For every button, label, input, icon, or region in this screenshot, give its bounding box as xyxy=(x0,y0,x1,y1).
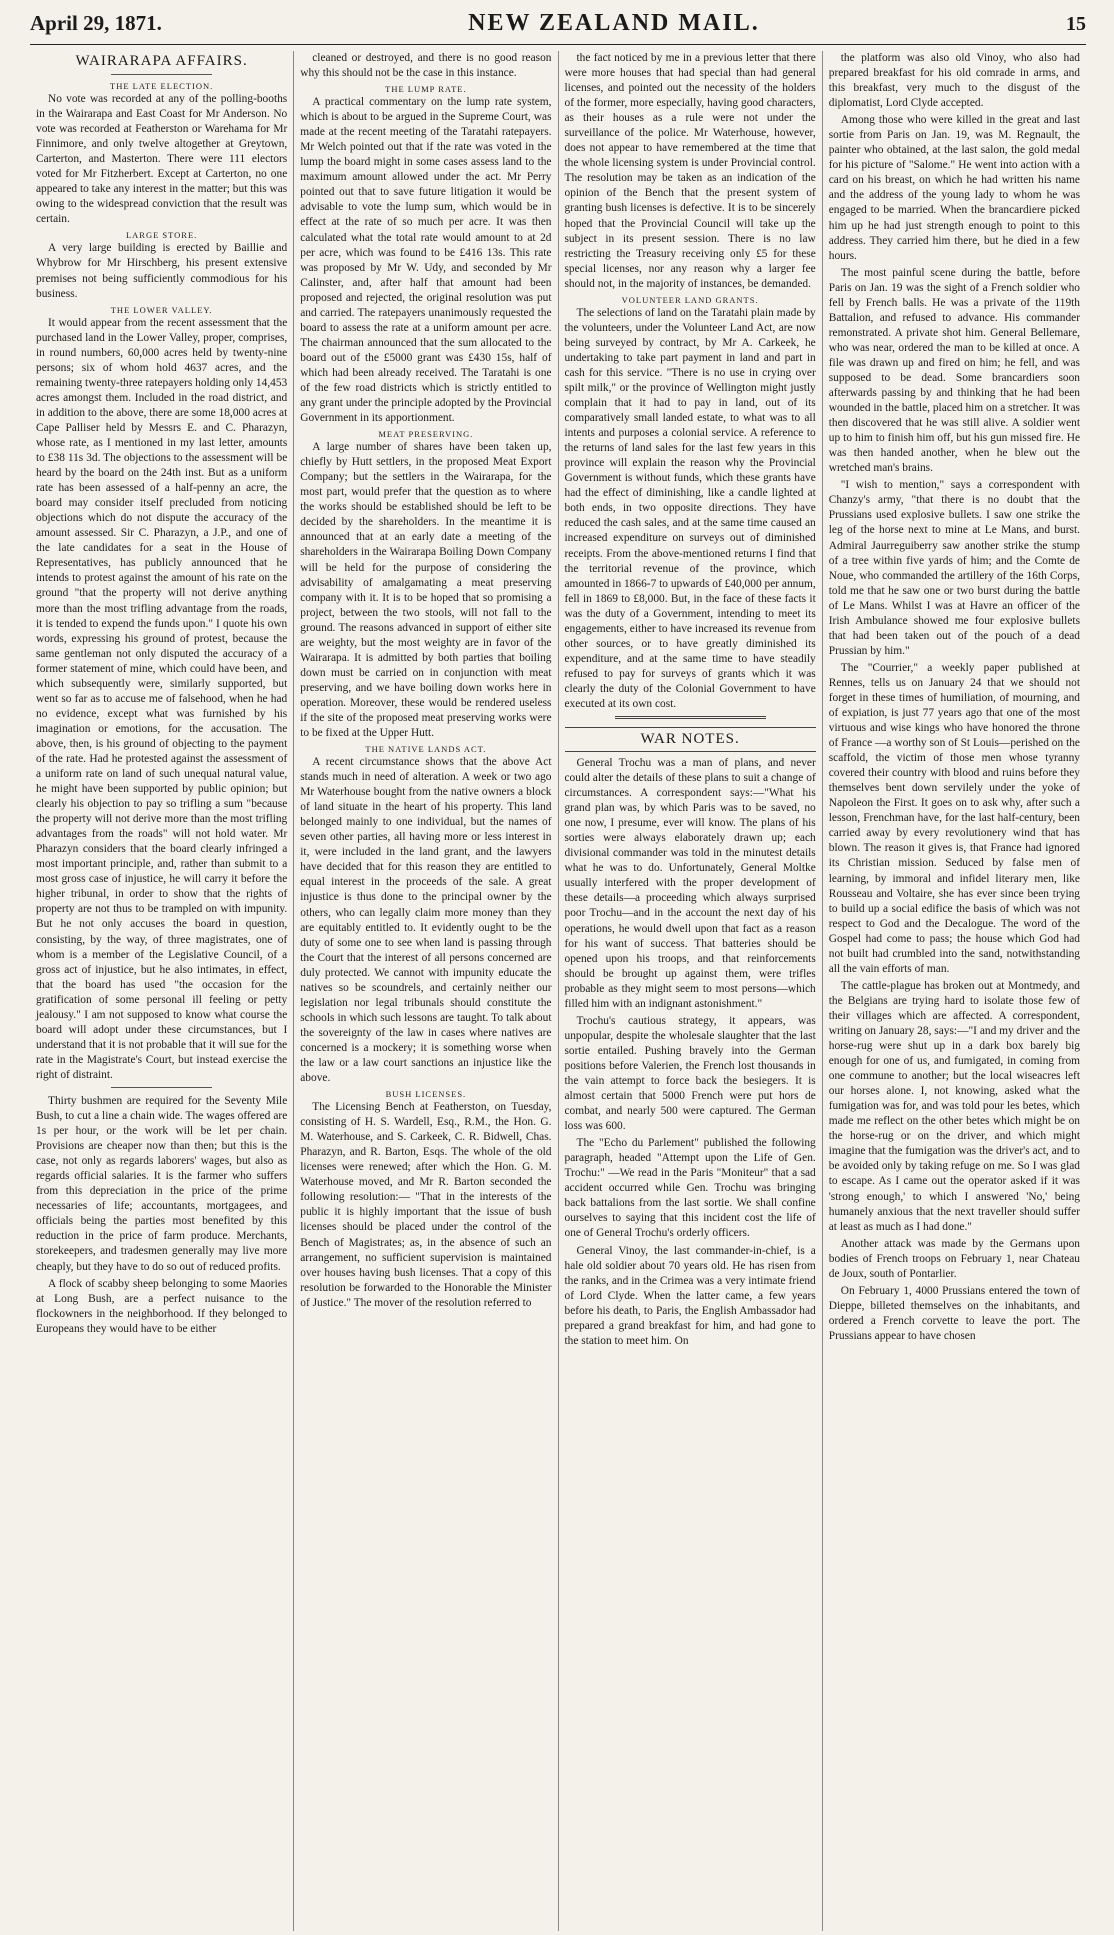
subheading: THE NATIVE LANDS ACT. xyxy=(365,744,487,755)
subheading: MEAT PRESERVING. xyxy=(378,429,474,440)
article-paragraph: cleaned or destroyed, and there is no good reason why this should not be the case in this instance. xyxy=(300,52,552,80)
masthead xyxy=(30,10,1086,45)
article-paragraph: A large number of shares have been taken up, chiefly by Hutt settlers, in the proposed Meat Export Company; but the settlers in the Wairarapa, for the most part, would prefer that the question as to where the works should be established should be left to be decided by the shareholders. In the meantime it is announced that at an early date a meeting of the shareholders in the Wairarapa Boiling Down Company will be held for the purpose of considering the advisability of amalgamating a meat preserving company with it. It is to be hoped that so promising a project, between the two stools, will not fall to the ground. The reasons advanced in support of either site are weighty, but the most weighty are in favor of the Wairarapa. It is admitted by both parties that boiling down must be carried on in conjunction with meat preserving, and we have boiling down works here in operation. Moreover, these would be rendered useless if the site of the proposed meat preserving works were to be fixed at the Upper Hutt. xyxy=(300,441,552,740)
article-paragraph: Another attack was made by the Germans upon bodies of French troops on February 1, near Chateau de Joux, south of Pontarlier. xyxy=(828,1237,1080,1280)
divider xyxy=(111,1087,212,1088)
article-paragraph: the fact noticed by me in a previous letter that there were more houses that had special than had general licenses, and pointed out the necessity of the holders of the former, more especially, having good characters, as their houses as a rule were not under the surveillance of the police. Mr Waterhouse, however, does not appear to have remembered at the time that the whole licensing system is under Provincial control. The resolution may be taken as an indication of the opinion of the Bench that the present system of granting bush licenses is defective. It is to be sincerely hoped that the Provincial Council will take up the subject in its present session. There is no law restricting the Treasury receiving only £5 for these special licenses, nor any reason why a larger fee should not, in the majority of instances, be demanded. xyxy=(564,52,816,290)
article-paragraph: The most painful scene during the battle, before Paris on Jan. 19 was the sight of a French soldier who fell by French balls. He was a private of the 119th Battalion, and refused to advance. His commander remonstrated. A private shot him. General Bellemare, who was near, ordered the man to be killed at once. A file was drawn up and fired on him; he fell, and was supposed to be dead. Some brancardiers soon afterwards passing by and thinking that he had been wounded in the battle, placed him on a stretcher. It was then discovered that he was still alive. A soldier went up to him to finish him off, but his gun missed fire. He was then handed another, when he blew out the wretched man's brains. xyxy=(828,266,1080,475)
paper-title: NEW ZEALAND MAIL. xyxy=(468,10,760,36)
article-paragraph: General Trochu was a man of plans, and never could alter the details of these plans to suit a change of circumstances. A correspondent says:—"What his grand plan was, by which Paris was to be saved, no one now, I presume, ever will know. The plans of his sorties were always elaborately drawn up; each divisional commander was told in the minutest details what he was to do. Unfortunately, General Moltke usually interfered with the proper development of these details—a proceeding which always surprised poor Trochu—and in the account the next day of his operations, he would dwell upon that fact as a reason for his want of success. That batteries should be opened upon his troops, and that reinforcements should be brought up against them, were trifles probable as they might seem to most persons—which filled him with an indignant astonishment." xyxy=(564,757,816,1010)
subheading: BUSH LICENSES. xyxy=(385,1089,467,1100)
page-number: 15 xyxy=(1066,13,1086,35)
subheading: VOLUNTEER LAND GRANTS. xyxy=(621,294,759,305)
columns xyxy=(30,51,1086,1931)
article-paragraph: The "Courrier," a weekly paper published at Rennes, tells us on January 24 that we should not forget in these times of humiliation, of mourning, and of expiation, is just 77 years ago that one of the most virtuous and wise kings who have honored the throne of France —a worthy son of St Louis—perished on the scaffold, the victim of those men whose tyranny covered their country with blood and ruins before they themselves bent down servilely under the yoke of Napoleon the First. It goes on to ask why, after such a lesson, Frenchman have, for the last half-century, been carried away by every revolutionery wind that has blown. The reason it gives is, that France had ignored its Christian mission. Seduced by false men of learning, by immoral and infidel literary men, like Rousseau and Voltaire, she has ever since been trying to build up a social edifice the basis of which was not respect to God and the Decalogue. The word of the Gospel had come to pass; the house which God had not built had crumbled into the sand, notwithstanding all the vain efforts of man. xyxy=(828,661,1080,975)
section-title-war-notes: WAR NOTES. xyxy=(565,727,816,752)
article-paragraph: Thirty bushmen are required for the Seventy Mile Bush, to cut a line a chain wide. The wages offered are 1s per hour, or the work will be let per chain. Provisions are cheaper now than then; but this is the case, not only as regards laborers' wages, but also as regards official salaries. It is the farmer who suffers from this depreciation in the price of the prime necessaries of life; accountants, mortgagees, and officials being the parties most benefited by this reduction in the price of farm produce. Merchants, storekeepers, and tradesmen generally may live more cheaply, but they have to do so out of reduced profits. xyxy=(36,1095,288,1273)
article-paragraph: The Licensing Bench at Featherston, on Tuesday, consisting of H. S. Wardell, Esq., R.M., the Hon. G. M. Waterhouse, and S. Carkeek, C. R. Bidwell, Chas. Pharazyn, and R. Barton, Esqs. The whole of the old licenses were renewed; after which the Hon. G. M. Waterhouse moved, and Mr R. Barton seconded the following resolution:— "That in the interests of the public it is highly important that the issue of bush licenses should be placed under the control of the Bench of Magistrates; as, in the absence of such an arrangement, no sufficient supervision is maintained over houses having bush licenses. That a copy of this resolution be forwarded to the Honorable the Minister of Justice." The mover of the resolution referred to xyxy=(300,1101,552,1309)
column-2 xyxy=(294,51,558,1931)
article-paragraph: It would appear from the recent assessment that the purchased land in the Lower Valley, proper, comprises, in round numbers, 60,000 acres held by twenty-nine persons; six of whom hold 4637 acres, and the remaining twenty-three ratepayers holding only 14,453 acres amongst them. Included in the road district, and in addition to the above, there are some 18,000 acres at Cape Palliser held by Messrs E. and C. Pharazyn, whose rate, as I mentioned in my last letter, amounts to £38 11s 3d. The objections to the assessment will be heard by the board on the 24th inst. But as a uniform rate has been assessed of a half-penny an acre, the board may consider itself precluded from noticing objections which do not dispute the accuracy of the amount assessed. Sir C. Pharazyn, a J.P., and one of the late candidates for a seat in the House of Representatives, has publicly announced that he intends to protest against the amount of his rate on the ground "that the property will not derive anything more than the most trifling advantage from the roads, it is tended to expend the funds upon." I quote his own words, expressing his ground of protest, because the same gentleman not only disputed the accuracy of a former statement of mine, which could have been, and which subsequently were, similarly supported, but went so far as to accuse me of falsehood, when he had no evidence, except what was furnished by his imagination or emotions, for the accusation. The above, then, is his ground of objecting to the payment of the rate. Had he protested against the assessment of a uniform rate on land of such unequal natural value, he might have been supported by public opinion; but clearly his objection to pay so trifling a sum "because the property will not derive more than the most trifling advantages from the roads" will not hold water. Mr Pharazyn considers that the board clearly infringed a most important principle, and, rather than submit to a most gross case of injustice, he will carry it before the higher tribunal, in order to show that the rights of property are not thus to be trampled on with impunity. But he not only accuses the board in question, consisting, by the way, of three magistrates, one of whom is a member of the Legislative Council, of a gross act of injustice, but he also intimates, in effect, that the board has used "the occasion for the gratification of some personal ill feeling or petty jealousy." I am not supposed to know what course the board will adopt under these circumstances, but I understand that it is not probable that it will sue for the rate in the Magistrate's Court, but instead exercise the right of distraint. xyxy=(36,316,288,1081)
issue-date: April 29, 1871. xyxy=(30,11,162,35)
subheading: LARGE STORE. xyxy=(125,230,198,241)
article-paragraph: A flock of scabby sheep belonging to some Maories at Long Bush, are a perfect nuisance to the flockowners in the neighborhood. If they belonged to Europeans they would have to be either xyxy=(36,1277,288,1335)
article-paragraph: A recent circumstance shows that the above Act stands much in need of alteration. A week or two ago Mr Waterhouse bought from the native owners a block of land situate in the heart of his property. This land belonged mainly to one individual, but the names of seven other parties, all having more or less interest in it, were included in the land grant, and the lawyers have decided that for this reason they are entitled to equal interest in the proceeds of the sale. A great injustice is thus done to the principal owner by the others, who can legally claim more money than they are equitably entitled to. It evidently ought to be the duty of some one to see when land is passing through the Court that the interest of all persons concerned are duly protected. We cannot with impunity educate the natives so be scoundrels, and certainly neither our legislation nor legal tribunals should constitute the schools in which such lessons are taught. To talk about the sovereignty of the law in cases where natives are concerned is a mockery; it is something worse when the law or a law court sanctions an injustice like the above. xyxy=(300,756,552,1085)
section-title-wairarapa: WAIRARAPA AFFAIRS. xyxy=(75,53,248,69)
article-paragraph: The "Echo du Parlement" published the following paragraph, headed "Attempt upon the Life of Gen. Trochu:" —We read in the Paris "Moniteur" that a sad accident occurred while Gen. Trochu was bringing back battalions from the last sortie. We shall confine ourselves to saying that this incident cost the life of one of General Trochu's orderly officers. xyxy=(564,1137,816,1240)
article-paragraph: "I wish to mention," says a correspondent with Chanzy's army, "that there is no doubt that the Prussians used explosive bullets. I saw one strike the leg of the horse next to mine at Le Mans, and burst. Admiral Jaurreguiberry saw another strike the stump of a tree within five yards of him; and the Comte de Noue, who commanded the artillery of the 16th Corps, told me that he saw one or two burst during the battle of Le Mans. Whilst I was at Havre an officer of the Irish Ambulance showed me four explosive bullets that had been taken out of the pouch of a dead Prussian by him." xyxy=(828,479,1080,657)
article-paragraph: On February 1, 4000 Prussians entered the town of Dieppe, billeted themselves on the inhabitants, and ordered a French corvette to leave the port. The Prussians appear to have chosen xyxy=(828,1284,1080,1342)
article-paragraph: A practical commentary on the lump rate system, which is about to be argued in the Supreme Court, was made at the recent meeting of the Taratahi ratepayers. Mr Welch pointed out that if the rate was voted in the lump the board might in some cases assess land to the maximum amount allowed under the act. Mr Perry pointed out that to save future litigation it would be advisable to vote the lump sum, which would be in effect at the rate of so much per acre. It was then calculated what the total rate would amount to at 2d per acre, which was found to be £416 13s. This rate was proposed by Mr W. Udy, and seconded by Mr Calinster, and, after half that amount had been proposed and rejected, the original resolution was put and carried. The ratepayers unanimously requested the board to assess the rate at a uniform amount per acre. The chairman announced that the sum allocated to the board out of the £5000 grant was £430 15s, half of which had been already received. The Taratahi is one of the few road districts which is strictly entitled to any grant under the principle adopted by the Provincial Government in its apportionment. xyxy=(300,96,552,425)
subheading: THE LUMP RATE. xyxy=(385,84,467,95)
article-paragraph: No vote was recorded at any of the polling-booths in the Wairarapa and East Coast for Mr Anderson. No vote was recorded at Featherston or Warehama for Mr Finnimore, and only twelve altogether at Greytown, Carterton, and Masterton. There were 111 electors voted for Mr Fitzherbert. Except at Carterton, no one appeared to take any interest in the matter; but this was owing to the widespread conviction that the result was certain. xyxy=(36,93,288,226)
article-paragraph: the platform was also old Vinoy, who also had prepared breakfast for his old comrade in arms, and this breakfast, very much to the disgust of the diplomatist, Lord Clyde accepted. xyxy=(828,52,1080,110)
divider xyxy=(615,716,766,719)
article-paragraph: Among those who were killed in the great and last sortie from Paris on Jan. 19, was M. Regnault, the painter who obtained, at the last salon, the gold medal for his picture of "Salome." He went into action with a card on his breast, on which he had written his name and the address of the young lady to whom he was engaged to be married. When the brancardiere picked him up he had just strength enough to point to this address. They carried him there, but he died in a few hours. xyxy=(828,114,1080,262)
column-4 xyxy=(823,51,1086,1931)
subheading: THE LOWER VALLEY. xyxy=(110,304,213,315)
article-paragraph: A very large building is erected by Baillie and Whybrow for Mr Hirschberg, his present extensive premises not being sufficiently commodious for his business. xyxy=(36,242,288,300)
article-paragraph: The cattle-plague has broken out at Montmedy, and the Belgians are trying hard to isolate those few of their villages which are affected. A correspondent, writing on January 28, says:—"I and my driver and the horse-rug were shut up in a dark box barely big enough for one of us, and fumigated, in coming from one commune to another; but the local wiseacres left our horses alone. I, not knowing, asked what the fumigation was for, and was told pour les betes, which made me reflect on the other betes which might be on the horse-rug or on the driver, and which might imagine that the fumigation was the driver's act, and to be avoided only by taking refuge on me. So I was glad to escape. As I came out the operator asked if it was 'strong enough,' to which I answered 'No,' being humanely anxious that the next traveller should suffer at least as much as I had done." xyxy=(828,979,1080,1233)
column-1 xyxy=(30,51,294,1931)
article-paragraph: General Vinoy, the last commander-in-chief, is a hale old soldier about 70 years old. He has risen from the ranks, and in the Crimea was a very intimate friend of Lord Clyde. When the latter came, a few years before his death, to Paris, the English Ambassador had prepared a grand breakfast for him, and had gone to the station to meet him. On xyxy=(564,1244,816,1347)
subheading: THE LATE ELECTION. xyxy=(110,81,214,91)
column-3 xyxy=(559,51,823,1931)
article-paragraph: Trochu's cautious strategy, it appears, was unpopular, despite the wholesale slaughter that the last sortie entailed. Pushing bravely into the German positions before Valerien, the French lost thousands in the vain attempt to force back the besiegers. It is almost certain that 5000 French were put hors de combat, and nearly 500 were captured. The German loss was 600. xyxy=(564,1014,816,1133)
divider xyxy=(111,74,212,75)
article-paragraph: The selections of land on the Taratahi plain made by the volunteers, under the Volunteer Land Act, are now being surveyed by contract, by Mr A. Carkeek, he undertaking to take part payment in land and part in cash for this service. "There is no use in crying over spilt milk," or the province of Wellington might justly complain that it had to pay in land, out of its comparatively small landed estate, to what was to all intents and purposes a colonial service. A reference to the returns of land sales for the last few years in this province will explain the reason why the Provincial Government is without funds, which these grants have had the effect of diminishing, like a candle lighted at both ends, in two opposite directions. They have reduced the cash sales, and at the same time caused an increased expenditure on surveys out of diminished receipts. From the above-mentioned returns I find that the territorial revenue of the province, which amounted in 1866-7 to upwards of £40,000 per annum, fell in 1869 to £8,000. But, in the face of these facts it was the duty of a Government, intending to meet its engagements, either to have increased its revenue from other sources, or to have greatly diminished its expenditure, and at the same time to have steadily refused to pay for surveys of grants which it was clearly the duty of the Colonial Government to have executed at its own cost. xyxy=(564,306,816,710)
